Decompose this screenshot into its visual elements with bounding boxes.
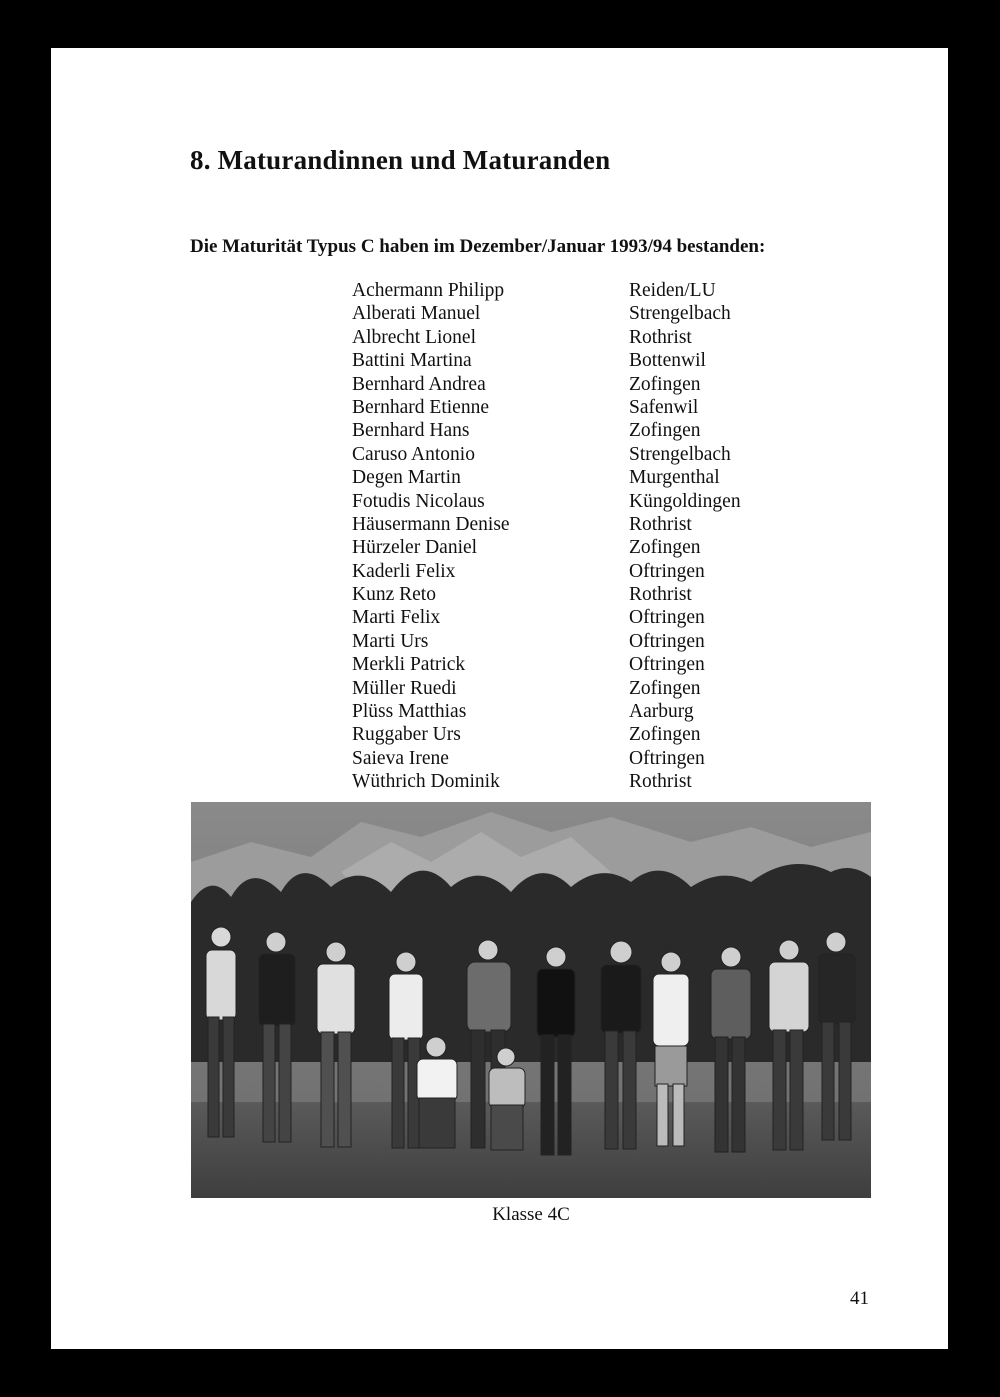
graduate-row: [352, 606, 832, 629]
graduate-row: [352, 583, 832, 606]
graduate-name: Kaderli Felix: [352, 560, 456, 582]
graduate-place: Rothrist: [629, 513, 692, 535]
graduate-name: Bernhard Hans: [352, 420, 470, 442]
graduate-row: [352, 302, 832, 325]
graduate-name: Kunz Reto: [352, 584, 436, 606]
graduate-name: Albrecht Lionel: [352, 326, 476, 348]
graduate-name: Saieva Irene: [352, 747, 449, 769]
graduate-row: [352, 396, 832, 419]
graduate-place: Oftringen: [629, 630, 705, 652]
graduate-place: Aarburg: [629, 701, 694, 723]
graduate-row: [352, 349, 832, 372]
graduate-place: Oftringen: [629, 747, 705, 769]
graduate-name: Degen Martin: [352, 467, 461, 489]
graduate-place: Zofingen: [629, 420, 701, 442]
graduate-name: Marti Urs: [352, 630, 429, 652]
graduate-row: [352, 490, 832, 513]
graduate-place: Rothrist: [629, 771, 692, 793]
graduate-row: [352, 536, 832, 559]
graduate-row: [352, 723, 832, 746]
graduate-place: Oftringen: [629, 607, 705, 629]
graduate-name: Marti Felix: [352, 607, 441, 629]
graduate-row: [352, 677, 832, 700]
graduate-place: Murgenthal: [629, 467, 720, 489]
page-number: 41: [850, 1288, 869, 1309]
graduate-place: Zofingen: [629, 373, 701, 395]
graduate-name: Caruso Antonio: [352, 443, 475, 465]
graduate-row: [352, 630, 832, 653]
graduate-place: Oftringen: [629, 654, 705, 676]
graduate-name: Ruggaber Urs: [352, 724, 461, 746]
graduate-place: Zofingen: [629, 537, 701, 559]
graduate-place: Küngoldingen: [629, 490, 741, 512]
graduate-place: Zofingen: [629, 677, 701, 699]
photo-caption: Klasse 4C: [492, 1204, 570, 1225]
graduate-row: [352, 326, 832, 349]
graduate-row: [352, 770, 832, 793]
graduate-place: Oftringen: [629, 560, 705, 582]
graduate-row: [352, 373, 832, 396]
graduate-name: Alberati Manuel: [352, 303, 481, 325]
graduate-row: [352, 279, 832, 302]
graduate-place: Zofingen: [629, 724, 701, 746]
graduate-place: Rothrist: [629, 326, 692, 348]
class-photo-illustration: [191, 802, 871, 1198]
graduate-name: Achermann Philipp: [352, 280, 505, 301]
graduate-place: Safenwil: [629, 396, 699, 418]
graduate-place: Strengelbach: [629, 443, 731, 465]
graduate-name: Häusermann Denise: [352, 513, 510, 535]
document-page: [51, 48, 948, 1349]
graduate-name: Bernhard Andrea: [352, 373, 486, 395]
graduate-place: Rothrist: [629, 584, 692, 606]
graduate-row: [352, 747, 832, 770]
graduate-name: Bernhard Etienne: [352, 396, 489, 418]
graduate-name: Battini Martina: [352, 350, 472, 372]
graduate-row: [352, 513, 832, 536]
graduate-row: [352, 419, 832, 442]
graduate-name: Müller Ruedi: [352, 677, 457, 699]
graduate-place: Bottenwil: [629, 350, 706, 372]
graduate-name: Merkli Patrick: [352, 654, 466, 676]
graduate-row: [352, 653, 832, 676]
graduate-name: Fotudis Nicolaus: [352, 490, 485, 512]
graduates-list: [352, 279, 832, 794]
graduate-name: Hürzeler Daniel: [352, 537, 478, 559]
graduate-row: [352, 443, 832, 466]
graduate-place: Reiden/LU: [629, 280, 716, 301]
graduate-row: [352, 700, 832, 723]
graduate-place: Strengelbach: [629, 303, 731, 325]
section-subheading: Die Maturität Typus C haben im Dezember/Januar 1993/94 bestanden:: [190, 236, 766, 257]
page-heading: 8. Maturandinnen und Maturanden: [190, 145, 611, 175]
graduate-row: [352, 466, 832, 489]
class-photo: [191, 802, 871, 1198]
graduate-name: Plüss Matthias: [352, 701, 467, 723]
graduate-row: [352, 560, 832, 583]
graduate-name: Wüthrich Dominik: [352, 771, 500, 793]
